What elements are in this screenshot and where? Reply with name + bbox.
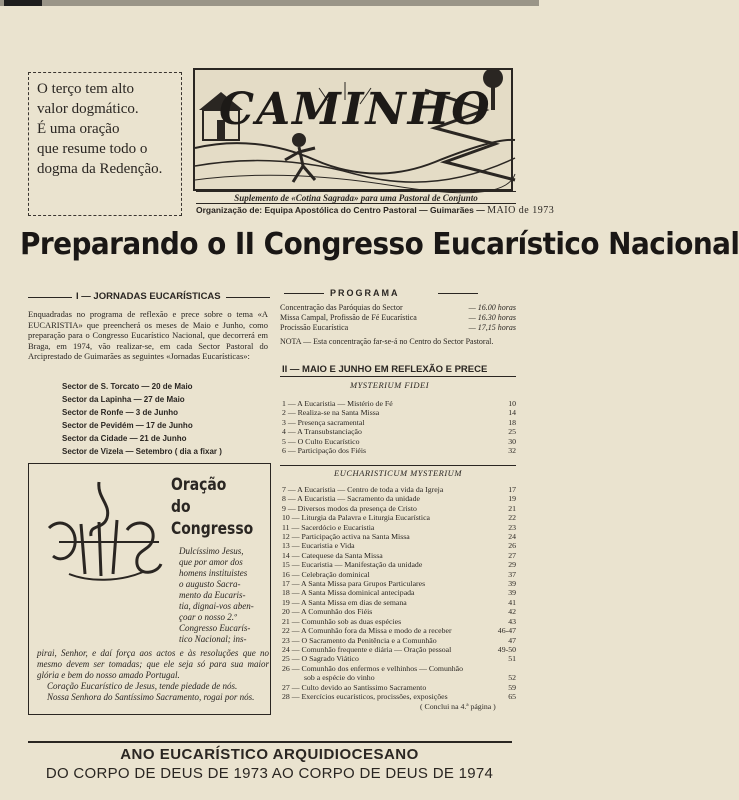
quote-line: que resume todo o xyxy=(37,141,148,157)
prayer-line: que por amor dos xyxy=(179,557,243,567)
list-item-label: 4 — A Transubstanciação xyxy=(282,427,362,437)
section2-heading: II — MAIO E JUNHO EM REFLEXÃO E PRECE xyxy=(282,364,488,375)
prayer-line: çoar o nosso 2.º xyxy=(179,612,237,622)
list-item-page: 32 xyxy=(508,446,516,456)
list-item-label: 5 — O Culto Eucarístico xyxy=(282,436,360,446)
list-item-label: 15 — Eucaristia — Manifestação da unidade xyxy=(282,560,423,570)
list-item-page: 30 xyxy=(508,436,516,446)
schedule-time: — 17,15 horas xyxy=(468,323,516,332)
schedule-time: — 16.30 horas xyxy=(468,313,516,322)
list-item-label: 10 — Liturgia da Palavra e Liturgia Eucarística xyxy=(282,513,431,523)
prayer-box xyxy=(28,463,271,715)
heading-rule-right xyxy=(226,297,270,298)
list-item-page: 17 xyxy=(508,485,516,494)
footer-rule xyxy=(28,741,512,743)
list-item xyxy=(282,560,516,569)
sector-date: Sector de S. Torcato — 20 de Maio xyxy=(62,382,193,391)
footer-line-2: DO CORPO DE DEUS DE 1973 AO CORPO DE DEUS DE 1974 xyxy=(45,765,494,782)
schedule-label: Concentração das Paróquias do Sector xyxy=(280,303,403,312)
programa-heading: PROGRAMA xyxy=(330,288,400,298)
list-item-label: 19 — A Santa Missa em dias de semana xyxy=(282,597,407,607)
list-item xyxy=(282,494,516,503)
schedule-row xyxy=(280,303,516,313)
eucharisticum-list xyxy=(282,485,516,701)
list-item-page: 59 xyxy=(508,682,516,692)
list-item-page: 39 xyxy=(508,588,516,598)
list-item xyxy=(282,626,516,635)
masthead-rule-2 xyxy=(196,203,516,204)
list-item-page: 22 xyxy=(508,513,516,523)
prayer-line: Congresso Eucarís- xyxy=(179,623,251,633)
list-item xyxy=(282,427,516,436)
masthead-title: CAMINHO xyxy=(219,84,492,135)
list-item xyxy=(282,617,516,626)
list-item xyxy=(282,399,516,408)
list-item-page: 52 xyxy=(508,673,516,683)
prayer-text-body xyxy=(37,648,269,703)
list-item-label: sob a espécie do vinho xyxy=(304,673,375,683)
list-item xyxy=(282,607,516,616)
list-item-page: 27 xyxy=(508,550,516,560)
list-item xyxy=(282,579,516,588)
list-item-label: 25 — O Sagrado Viático xyxy=(282,654,359,664)
list-item-page: 39 xyxy=(508,579,516,589)
list-item xyxy=(282,551,516,560)
continued-note: ( Conclui na 4.ª página ) xyxy=(420,702,496,711)
list-item-page: 42 xyxy=(508,607,516,617)
list-item-page: 18 xyxy=(508,417,516,427)
list-item-continued xyxy=(282,673,516,682)
schedule-label: Missa Campal, Profissão de Fé Eucarística xyxy=(280,313,417,322)
list-item xyxy=(282,523,516,532)
list-item xyxy=(282,532,516,541)
programa-rule-left xyxy=(284,293,324,294)
list-item xyxy=(282,664,516,673)
list-item-label: 27 — Culto devido ao Santíssimo Sacramento xyxy=(282,682,427,692)
prayer-line: o augusto Sacra- xyxy=(179,579,241,589)
quote-line: valor dogmático. xyxy=(37,101,139,117)
list-item xyxy=(282,541,516,550)
list-item xyxy=(282,692,516,701)
programa-schedule xyxy=(280,303,516,333)
prayer-invocation-2: Nossa Senhora do Santíssimo Sacramento, rogai por nós. xyxy=(47,692,255,702)
list-item-label: 13 — Eucaristia e Vida xyxy=(282,541,355,551)
list-item-label: 23 — O Sacramento da Penitência e a Comunhão xyxy=(282,635,437,645)
list-item-page: 10 xyxy=(508,399,516,408)
list-item-label: 3 — Presença sacramental xyxy=(282,417,365,427)
jornadas-dates xyxy=(62,380,222,458)
list-item-label: 16 — Celebração dominical xyxy=(282,569,370,579)
quote-line: É uma oração xyxy=(37,121,120,137)
list-item-page: 65 xyxy=(508,691,516,701)
prayer-invocation-1: Coração Eucarístico de Jesus, tende piedade de nós. xyxy=(47,681,238,691)
sector-date: Sector de Vizela — Setembro ( dia a fixar ) xyxy=(62,447,222,456)
masthead-rule xyxy=(196,191,516,192)
list-item-page xyxy=(512,664,516,673)
prayer-title-line: Oração xyxy=(171,475,227,495)
list-item xyxy=(282,636,516,645)
list-item xyxy=(282,588,516,597)
list-item-page: 41 xyxy=(508,597,516,607)
list-item-label: 8 — A Eucaristia — Sacramento da unidade xyxy=(282,494,420,504)
list-item-label: 18 — A Santa Missa dominical antecipada xyxy=(282,588,415,598)
list-item xyxy=(282,437,516,446)
sector-date: Sector da Cidade — 21 de Junho xyxy=(62,434,187,443)
sector-date: Sector de Ronfe — 3 de Junho xyxy=(62,408,179,417)
prayer-line: tia, dignai-vos aben- xyxy=(179,601,254,611)
sector-date: Sector da Lapinha — 27 de Maio xyxy=(62,395,185,404)
list-item-label: 24 — Comunhão frequente e diária — Oração pessoal xyxy=(282,644,452,654)
schedule-row xyxy=(280,323,516,333)
list-item-page: 51 xyxy=(508,654,516,664)
list-item xyxy=(282,683,516,692)
list-item-label: 17 — A Santa Missa para Grupos Particulares xyxy=(282,579,426,589)
programa-rule-right xyxy=(438,293,478,294)
mysterium-list xyxy=(282,399,516,455)
list-item xyxy=(282,645,516,654)
list-item-label: 21 — Comunhão sob as duas espécies xyxy=(282,616,402,626)
list-item-label: 1 — A Eucaristia — Mistério de Fé xyxy=(282,399,393,408)
prayer-title-line: do Congresso xyxy=(171,497,254,539)
list-item xyxy=(282,418,516,427)
jornadas-heading: I — JORNADAS EUCARÍSTICAS xyxy=(76,291,221,302)
list-item xyxy=(282,446,516,455)
programa-nota: NOTA — Esta concentração far-se-á no Centro do Sector Pastoral. xyxy=(280,337,494,346)
list-item-label: 7 — A Eucaristia — Centro de toda a vida da Igreja xyxy=(282,485,444,494)
schedule-time: — 16.00 horas xyxy=(468,303,516,312)
list-item-label: 14 — Catequese da Santa Missa xyxy=(282,550,383,560)
section2-rule xyxy=(280,376,516,377)
list-item xyxy=(282,408,516,417)
prayer-body: pirai, Senhor, e daí força aos actos e às resoluções que no mesmo devem ser tomadas; que ele seja só para sua maior glória e bem do nosso amado Portugal. xyxy=(37,648,269,680)
list-item xyxy=(282,504,516,513)
list-item-label: 22 — A Comunhão fora da Missa e modo de a receber xyxy=(282,626,452,636)
headline: Preparando o II Congresso Eucarístico Nacional xyxy=(20,227,739,262)
prayer-line: tico Nacional; ins- xyxy=(179,634,247,644)
masthead-subtitle: Suplemento de «Cotina Sagrada» para uma Pastoral de Conjunto xyxy=(234,193,478,203)
list-item-label: 26 — Comunhão dos enfermos e velhinhos — Comunhão xyxy=(282,663,464,673)
heading-rule-left xyxy=(28,297,72,298)
schedule-label: Procissão Eucarística xyxy=(280,323,349,332)
sector-date: Sector de Pevidém — 17 de Junho xyxy=(62,421,193,430)
list-rule xyxy=(280,465,516,466)
list-item-label: 9 — Diversos modos da presença de Cristo xyxy=(282,503,417,513)
quote-line: dogma da Redenção. xyxy=(37,161,163,177)
list-item-label: 28 — Exercícios eucarísticos, procissões, exposições xyxy=(282,691,448,701)
masthead-illustration xyxy=(193,68,513,191)
eucharisticum-title: EUCHARISTICUM MYSTERIUM xyxy=(334,468,462,478)
mysterium-title: MYSTERIUM FIDEI xyxy=(350,380,430,390)
list-item-label: 2 — Realiza-se na Santa Missa xyxy=(282,408,380,418)
ihs-monogram xyxy=(39,478,169,588)
list-item xyxy=(282,485,516,494)
list-item-page: 19 xyxy=(508,494,516,504)
schedule-row xyxy=(280,313,516,323)
list-item-page: 23 xyxy=(508,522,516,532)
list-item-page: 49-50 xyxy=(497,644,516,654)
prayer-line: Dulcíssimo Jesus, xyxy=(179,546,244,556)
org-text: Organização de: Equipa Apostólica do Centro Pastoral — Guimarães — xyxy=(196,205,485,215)
list-item-page: 26 xyxy=(508,541,516,551)
list-item-page: 47 xyxy=(508,635,516,645)
issue-date: MAIO de 1973 xyxy=(487,205,555,216)
prayer-title xyxy=(171,474,253,540)
list-item-label: 11 — Sacerdócio e Eucaristia xyxy=(282,522,375,532)
list-item-page: 37 xyxy=(508,569,516,579)
list-item-page: 29 xyxy=(508,560,516,570)
list-item-label: 6 — Participação dos Fiéis xyxy=(282,446,367,456)
quote-box xyxy=(28,72,182,216)
list-item-page: 25 xyxy=(508,427,516,437)
list-item-page: 24 xyxy=(508,532,516,542)
footer-line-1: ANO EUCARÍSTICO ARQUIDIOCESANO xyxy=(120,746,419,763)
list-item xyxy=(282,570,516,579)
jornadas-intro: Enquadradas no programa de reflexão e prece sobre o tema «A EUCARISTIA» que preencherá os meses de Maio e Junho, como preparação para o Congresso Eucarístico Nacional, que decorrerá em Braga, em 1974, vão realizar-se, em cada Sector Pastoral do Arciprestado de Guimarães as seguintes «Jornadas Eucarísticas»: xyxy=(28,309,268,361)
list-item-page: 43 xyxy=(508,616,516,626)
quote-line: O terço tem alto xyxy=(37,81,135,97)
list-item-page: 14 xyxy=(508,408,516,418)
prayer-line: mento da Eucaris- xyxy=(179,590,246,600)
list-item-label: 12 — Participação activa na Santa Missa xyxy=(282,532,410,542)
prayer-text-right xyxy=(179,546,269,645)
masthead-org xyxy=(196,205,555,216)
list-item-page: 21 xyxy=(508,503,516,513)
list-item xyxy=(282,654,516,663)
prayer-line: homens instituistes xyxy=(179,568,248,578)
list-item-label: 20 — A Comunhão dos Fiéis xyxy=(282,607,373,617)
scan-top-edge xyxy=(0,0,539,6)
list-item xyxy=(282,513,516,522)
list-item-page: 46-47 xyxy=(497,626,516,636)
list-item xyxy=(282,598,516,607)
